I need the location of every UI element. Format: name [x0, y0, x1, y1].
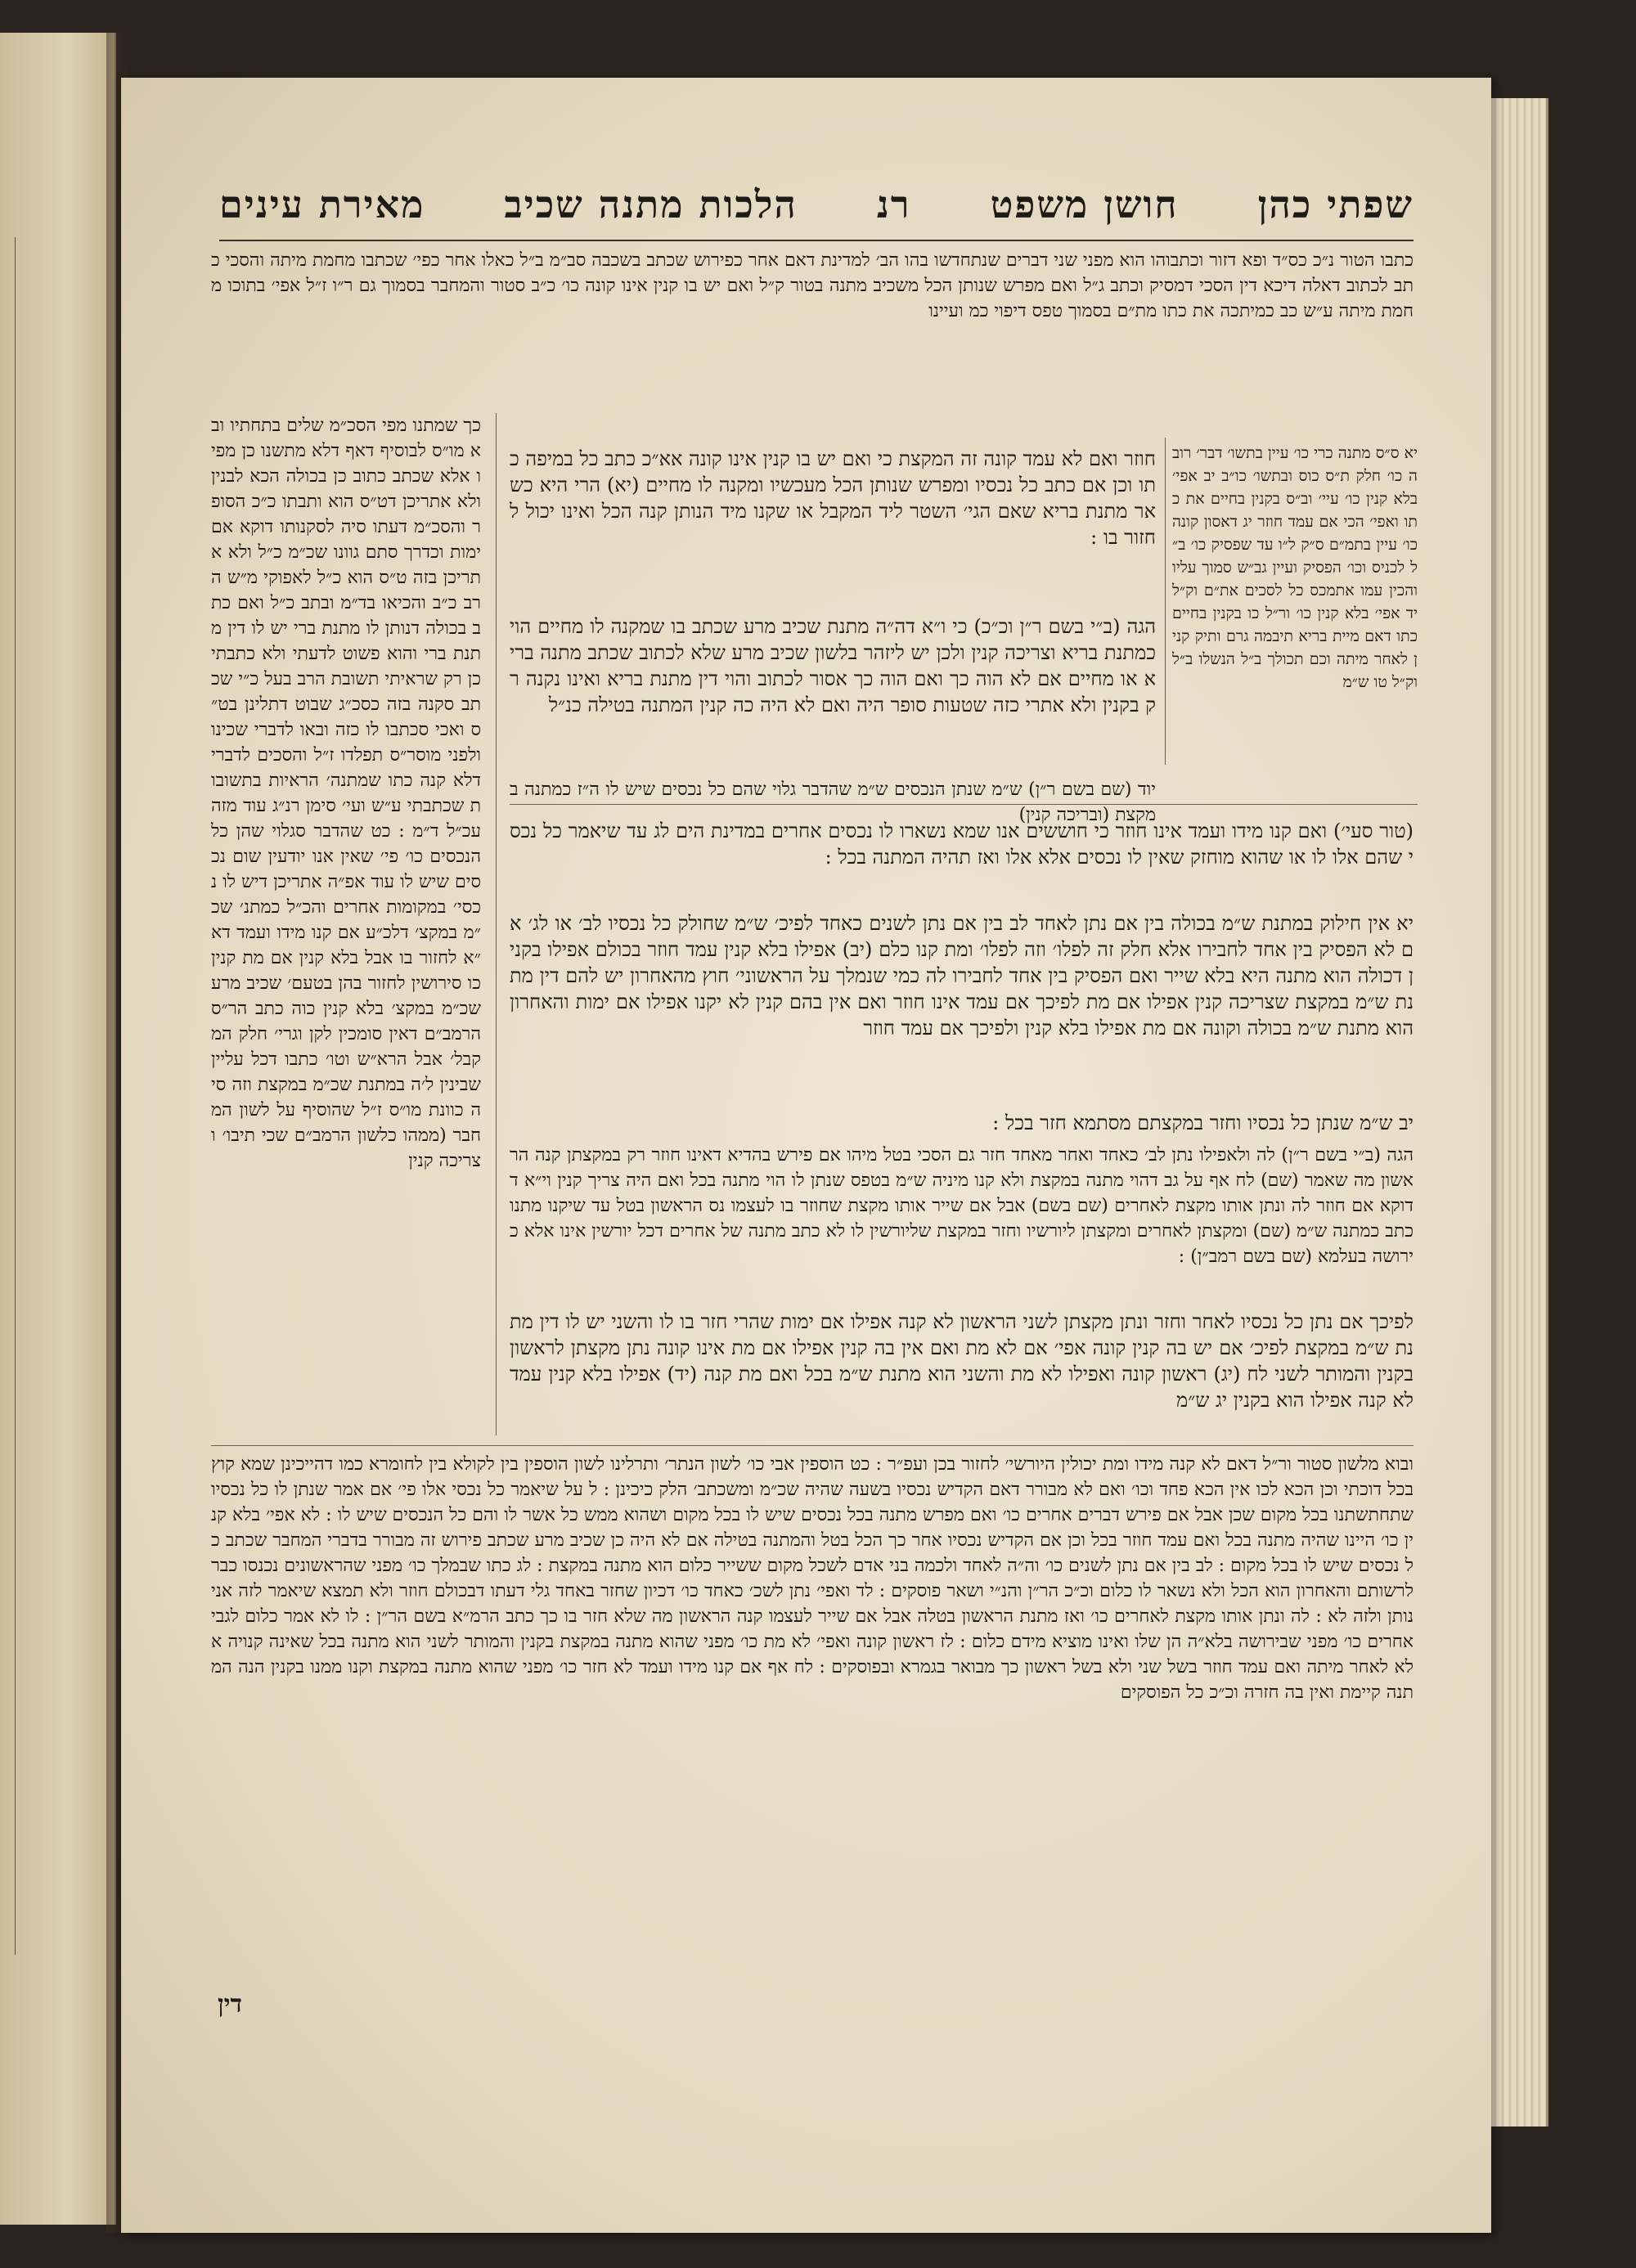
- yod-gloss: יוד (שם בשם ר״ן) ש״מ שנתן הנכסים ש״מ שהדבר גלוי שהם כל נכסים שיש לו ה״ז כמתנה במקצת (ובריכה קנין): [510, 779, 1156, 825]
- top-commentary: כתבו הטור נ״כ כס״ד ופא דזור וכתבוהו הוא מפני שני דברים שנתחדשו בהו הב׳ למדינת דאם אחר כפירוש שכתב בשכבה סב״מ ב״ל כאלו אחר כפי׳ שכתבו מחמת מיתה והסכי כתב לכתוב דאלה דיכא דין הסכי דמסיק וכתב ג״ל ואם מפרש שנותן הכל משכיב מתנה בטור ק״ל ואם יש בו קנין אינו קונה כו׳ כ״ב סטור והמחבר בסמוך גם ר״ו ז״ל אפי׳ בתוכו מחמת מיתה ע״ש כב כמיתכה את כתו מת״ם בסמוך טפס דיפוי כמ ועיינו: [211, 250, 1414, 321]
- section-12-text: יב ש״מ שנתן כל נכסיו וחזר במקצתם מסתמא חזר בכל :: [992, 1112, 1414, 1134]
- hagah-gloss-1: הגה (ב״י בשם ר״ן וכ״כ) כי ו״א דה״ה מתנת שכיב מרע שכתב בו שמקנה לו מחיים הוי כמתנת בריא וצריכה קנין ולכן יש ליזהר בלשון שכיב מרע שלא לכתוב שכתב מתנה בריא או מחיים אם לא הוה כך ואם הוה כך אסור לכתוב והוי דין מתנת בריא ואינו נקנה רק בקנין ולא אתרי כזה שטעות סופר היה ואם לא היה כה קנין המתנה בטילה כנ״ל: [510, 615, 1156, 716]
- running-head-shakh: שפתי כהן: [1257, 182, 1414, 227]
- section-divider-1: [510, 804, 1418, 805]
- facing-page-rule: [15, 237, 16, 1955]
- header-rule: [219, 240, 1414, 241]
- running-head-meirat-einayim: מאירת עינים: [219, 182, 425, 227]
- book-page: [121, 78, 1491, 2233]
- folio-number: רנ: [876, 182, 911, 227]
- hagah-gloss-2: הגה (ב״י בשם ר״ן) לה ולאפילו נתן לב׳ כאחד ואחר מאחד חזר גם הסכי בטל מיהו אם פירש בהדיא דאינו חוזר רק במקצתן קנה הראשון מה שאמר (שם) לח אף על גב דהוי מתנה במקצת ולא קנו מיניה ש״מ בטפס שנתן לו הוי מתנה בכל ואם היה צריך קנין וי״א דדוקא אם חוזר לה ונתן אותו מקצת לאחרים (שם בשם) אבל אם שייר אותו מקצת שחוזר בו לעצמו נס הראשון בטל עד שיקנו מתנו כתב כמתנה ש״מ (שם) ומקצתן לאחרים ומקצתן ליורשיו וחזר במקצת שליורשין לו לא כתב מתנה של אחרים דכל יורשין אינו אלא כירושה בעלמא (שם בשם רמב״ן) :: [510, 1145, 1414, 1267]
- section-divider-2: [211, 1445, 1414, 1446]
- facing-page-edge: [0, 33, 116, 2225]
- right-column-notes: יא ס״ס מתנה כרי כו׳ עיין בתשו׳ דבר׳ רובה כו׳ חלק ת״ס כוס ובתשו׳ כו״ב יב אפי׳ בלא קנין כו׳ עיי׳ וב״ס בקנין בחיים את כתו ואפי׳ הכי אם עמד חוזר יג דאסון קונה כו׳ עיין בתמ״ם ס״ק ל״ו עד שפסיק כו׳ ב״ל לכניס וכו׳ הפסיק ועיין גב״ש סמוך עליו והכין עמו אתמכס כל לסכים את״ם וק״ל יד אפי׳ בלא קנין כו׳ ור״ל כו בקנין בחיים כתו דאם מיית בריא תיבמה גרם ותיק קנין לאחר מיתה וכם תכולך ב״ל הנשלו ב״ל וק״ל טו ש״מ: [1172, 444, 1418, 691]
- left-commentary-column: כך שמתנו מפי הסכ״מ שלים בתחתיו ובא מו״ס לבוסיף דאף דלא מתשנו כן מפיו אלא שכתב כתוב כן בכולה הכא לבנין ולא אתריכן דט״ס הוא ותבתו כ״כ הסופר והסכ״מ דעתו סיה לסקנותו דוקא אם ימות וכדרך סתם גוונו שכ״מ כ״ל ולא אתריכן בזה ט״ס הוא כ״ל לאפוקי מ״ש הרב כ״ב והכיאו בד״מ ובתב כ״ל ואם כתב בכולה דנותן לו מתנת ברי יש לו דין מתנת ברי והוא פשוט לדעתי ולא כתבתי כן רק שראיתי תשובת הרב בעל כ״י שכתב סקנה בזה כסכ״ג שבוט דתלינן בט״ס ואכי סכתבו לו כזה ובאו לדברי שכינו ולפני מוסר״ס תפלדו ז״ל והסכים לדברי דלא קנה כתו שמתנה׳ הראיות בתשובות שכתבתי ע״ש ועי׳ סימן רנ״ג עוד מזה עכ״ל ד״מ : כט שהדבר סגלוי שהן כל הנכסים כו׳ פי׳ שאין אנו יודעין שום נכסים שיש לו עוד אפ״ה אתריכן דיש לו נכסי׳ במקומות אחרים והכ״ל כמתנ׳ שכ״מ במקצ׳ דלכ״ע אם קנו מידו ועמד דא״א לחזור בו אבל בלא קנין אם מת קנין כו סירושין לחזור בהן בטעם׳ שכיב מרע שכ״מ במקצ׳ בלא קנין כוה כתב הר״ס הרמב״ם דאין סומכין לקן וגרי׳ חלק המקבל׳ אבל הרא״ש וטו׳ כתבו דכל עליין שבינין ל׳ה במתנת שכ״מ במקצת וזה סיה כוונת מו״ס ז״ל שהוסיף על לשון המחבר (ממהו כלשון הרמב״ם שכי תיבו׳ וצריכה קנין: [211, 415, 481, 1171]
- running-head-hilchot: הלכות מתנה שכיב: [504, 182, 798, 227]
- bottom-commentary: ובוא מלשון סטור ור״ל דאם לא קנה מידו ומת יכולין היורשי׳ לחזור בכן ועפ״ר : כט הוספין אבי כו׳ לשון הנתר׳ ותרלינו לשון הוספין בין לקולא בין לחומרא כמו דהייכינן שמא קוץ בכל דוכתי וכן הכא לכו אין הכא פחד וכו׳ ואם לא מבורר דאם הקדיש נכסיו בשעה שהיה שכ״מ ומשכתב׳ הלק כיכינן : ל על שיאמר כל נכסי אלו פי׳ אם אמר שנתן לו כל נכסיו שתחתשתנו בכל מקום שכן אבל אם פירש דברים אחרים כו׳ ואם מפרש מתנה בכל נכסים שיש לו בכל מקום ושהוא ממש כל אשר לו והם כל הנכסים שיש לו : לא אפי׳ בלא קנין כו׳ היינו שהיה מתנה בכל ואם עמד חוזר בכל וכן אם הקדיש נכסיו אחר כך הכל בטל והמתנה בטילה אם לא היה כן שכיב מרע שכתב פירוש זה מבורר בדברי המחבר שכתב כל נכסים שיש לו בכל מקום : לב בין אם נתן לשנים כו׳ וה״ה לאחד ולכמה בני אדם לשכל מקום ששייר כלום הוא מתנה במקצת : לג כתו שבמלך כו׳ מפני שהראשונים נכנסו כבר לרשותם והאחרון הוא הכל ולא נשאר לו כלום וכ״כ הר״ן והנ״י ושאר פוסקים : לד ואפי׳ נתן לשכ׳ כאחד כו׳ דכיון שחזר באחד גלי דעתו דבכולם חוזר ולא תמצא שיאמר לזה אני נותן ולזה לא : לה ונתן אותו מקצת לאחרים כו׳ ואז מתנת הראשון בטלה אבל אם שייר לעצמו קנה הראשון מה שלא חזר בו כך כתב הרמ״א בשם הר״ן : לו לא אמר כלום לגבי אחרים כו׳ מפני שבירושה בלא״ה הן שלו ואינו מוציא מידם כלום : לז ראשון קונה ואפי׳ לא מת כו׳ מפני שהוא מתנה במקצת בקנין והמותר לשני הוא מתנה בכל שאינה קנויה אלא לאחר מיתה ואם עמד חוזר בשל שני ולא בשל ראשון כך מבואר בגמרא ובפוסקים : לח אף אם קנו מידו ועמד לא חזר כו׳ מפני שהוא מתנה במקצת וקנו ממנו בקנין הנה המתנה קיימת ואין בה חזרה וכ״כ כל הפוסקים: [211, 1454, 1414, 1703]
- main-text-block-1: חוזר ואם לא עמד קונה זה המקצת כי ואם יש בו קנין אינו קונה אא״כ כתב כל במיפה כתו וכן אם כתב כל נכסיו ומפרש שנותן הכל מעכשיו ומקנה לו מחיים (יא) הרי היא כשאר מתנת בריא שאם הגי׳ השטר ליד המקבל או שקנו מיד הנותן קנה הכל ואינו יכול לחזור בו :: [510, 447, 1156, 549]
- right-column-rule: [1165, 438, 1166, 765]
- section-11-text: יא אין חילוק במתנת ש״מ בכולה בין אם נתן לאחד לב בין אם נתן לשנים כאחד לפיכ׳ ש״מ שחולק כל נכסיו לב׳ או לג׳ אם לא הפסיק בין אחד לחבירו אלא חלק זה לפלו׳ וזה לפלו׳ ומת קנו כלם (יב) אפילו בלא קנין עמד חוזר בכולם אפילו בקנין דכולה הוא מתנה היא בלא שייר ואם הפסיק בין אחד לחבירו לה כמי שנמלך על הראשוני׳ חוץ מהאחרון יש להם דין מתנת ש״מ במקצת שצריכה קנין אפילו אם מת לפיכך אם עמד אינו חוזר ואם אין בהם קנין לא יקנו אפילו אם ימות והאחרון הוא מתנת ש״מ בכולה וקונה אם מת אפילו בלא קנין ולפיכך אם עמד חוזר: [510, 912, 1414, 1040]
- catchword: דין: [218, 1990, 242, 2019]
- section-13-text: לפיכך אם נתן כל נכסיו לאחר וחזר ונתן מקצתן לשני הראשון לא קנה אפילו אם ימות שהרי חזר בו לו והשני יש לו דין מתנת ש״מ במקצת לפיכ׳ אם יש בה קנין קונה אפי׳ אם לא מת ואם אין בה קנין אפילו אם מת אינו קונה נתן מקצתן לראשון בקנין והמותר לשני לח (יג) ראשון קונה ואפילו לא מת והשני הוא מתנת ש״מ בכל ואם מת קנה (יד) אפילו בלא קנין עמד לא קנה אפילו הוא בקנין יג ש״מ: [510, 1310, 1414, 1412]
- left-column-rule: [496, 413, 497, 1435]
- main-text-block-2: (טור סעי׳) ואם קנו מידו ועמד אינו חוזר כי חוששים אנו שמא נשארו לו נכסים אחרים במדינת הים לג עד שיאמר כל נכסי שהם אלו לו או שהוא מוחזק שאין לו נכסים אלא אלו ואז תהיה המתנה בכל :: [510, 820, 1414, 869]
- running-head-choshen-mishpat: חושן משפט: [990, 182, 1179, 227]
- running-head: [219, 176, 1414, 233]
